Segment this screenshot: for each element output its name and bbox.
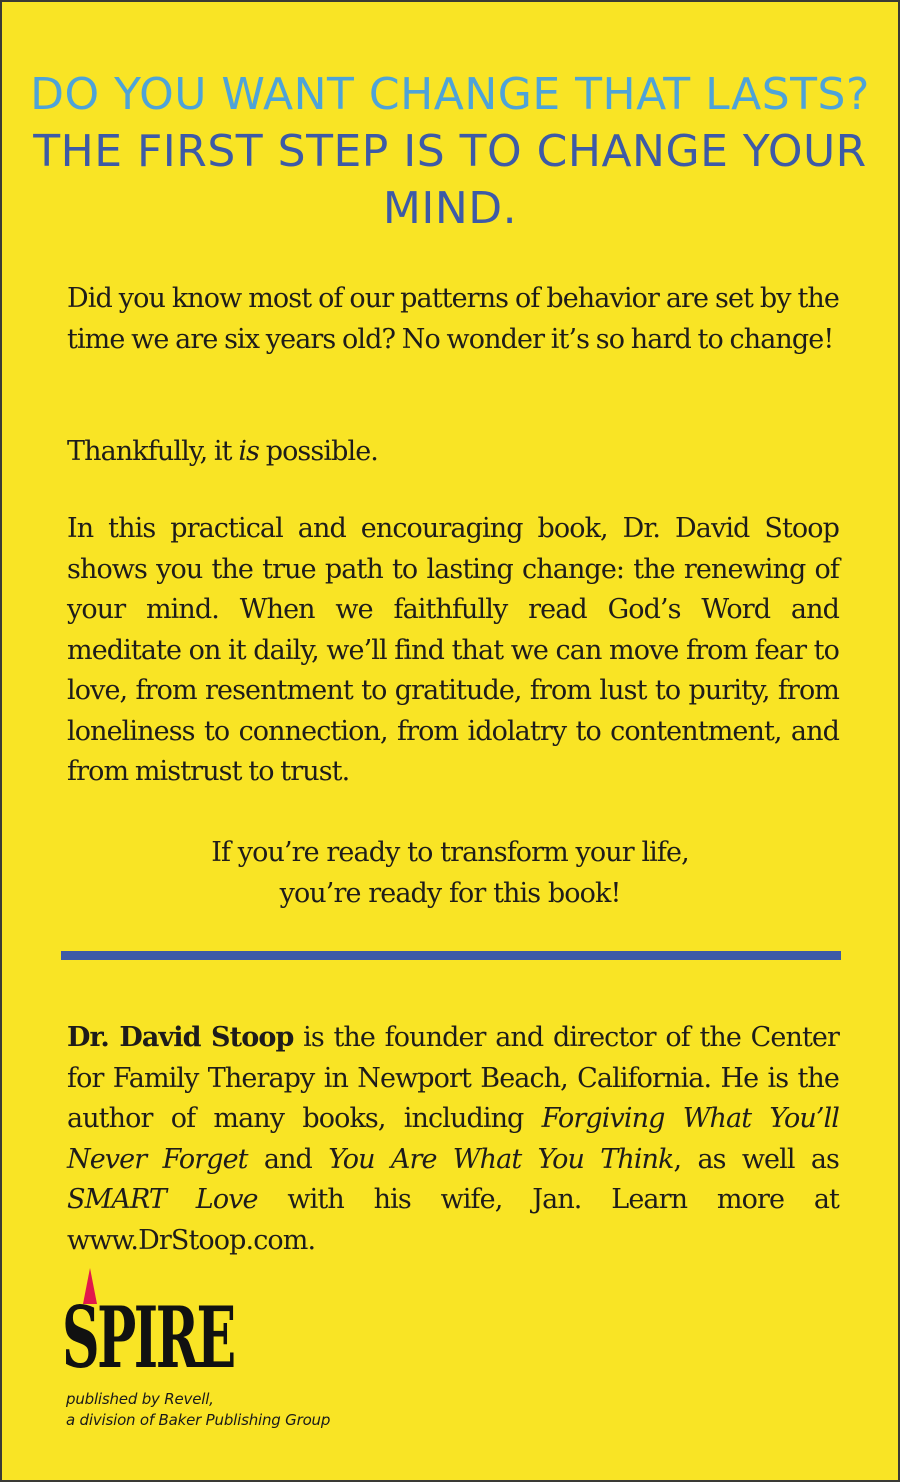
author-bio (67, 1018, 839, 1261)
closing-statement (0, 833, 900, 914)
headline (0, 66, 900, 237)
bio-text: and (247, 1143, 329, 1175)
closing-line-1: If you’re ready to transform your life, (211, 837, 689, 868)
spire-logo: SPIRE (62, 1288, 234, 1387)
headline-answer: THE FIRST STEP IS TO CHANGE YOUR MIND. (33, 126, 867, 234)
book-title: Forgiving What You’ll Never Forget (67, 1103, 839, 1175)
headline-question: DO YOU WANT CHANGE THAT LASTS? (30, 69, 870, 120)
emphasis-text: is (238, 436, 260, 467)
publisher-info (66, 1389, 330, 1431)
paragraph-text: possible. (259, 436, 378, 467)
author-name: Dr. David Stoop (67, 1022, 294, 1053)
paragraph-text: Thankfully, it (67, 436, 239, 467)
bio-text: with his wife, Jan. Learn more at www.DrStoop.com. (67, 1184, 839, 1256)
book-title: SMART Love (67, 1184, 258, 1215)
paragraph-intro: Did you know most of our patterns of behavior are set by the time we are six years old? No wonder it’s so hard to change! (67, 283, 839, 355)
publisher-line-2: a division of Baker Publishing Group (66, 1411, 331, 1429)
book-title: You Are What You Think (328, 1143, 674, 1175)
section-divider (61, 951, 841, 960)
closing-line-2: you’re ready for this book! (279, 877, 621, 909)
publisher-line-1: published by Revell, (66, 1390, 214, 1408)
bio-text: , as well as (673, 1143, 840, 1175)
paragraph-possible (67, 432, 839, 473)
bio-text: is the founder and director of the Center for Family Therapy in Newport Beach, California. He is the author of many books, including (67, 1022, 840, 1134)
paragraph-description: In this practical and encouraging book, Dr. David Stoop shows you the true path to lasting change: the renewing of your mind. When we faithfully read God’s Word and meditate on it daily, we’ll find that we can move from fear to love, from resentment to gratitude, from lust to purity, from loneliness to connection, from idolatry to contentment, and from mistrust to trust. (67, 513, 839, 787)
